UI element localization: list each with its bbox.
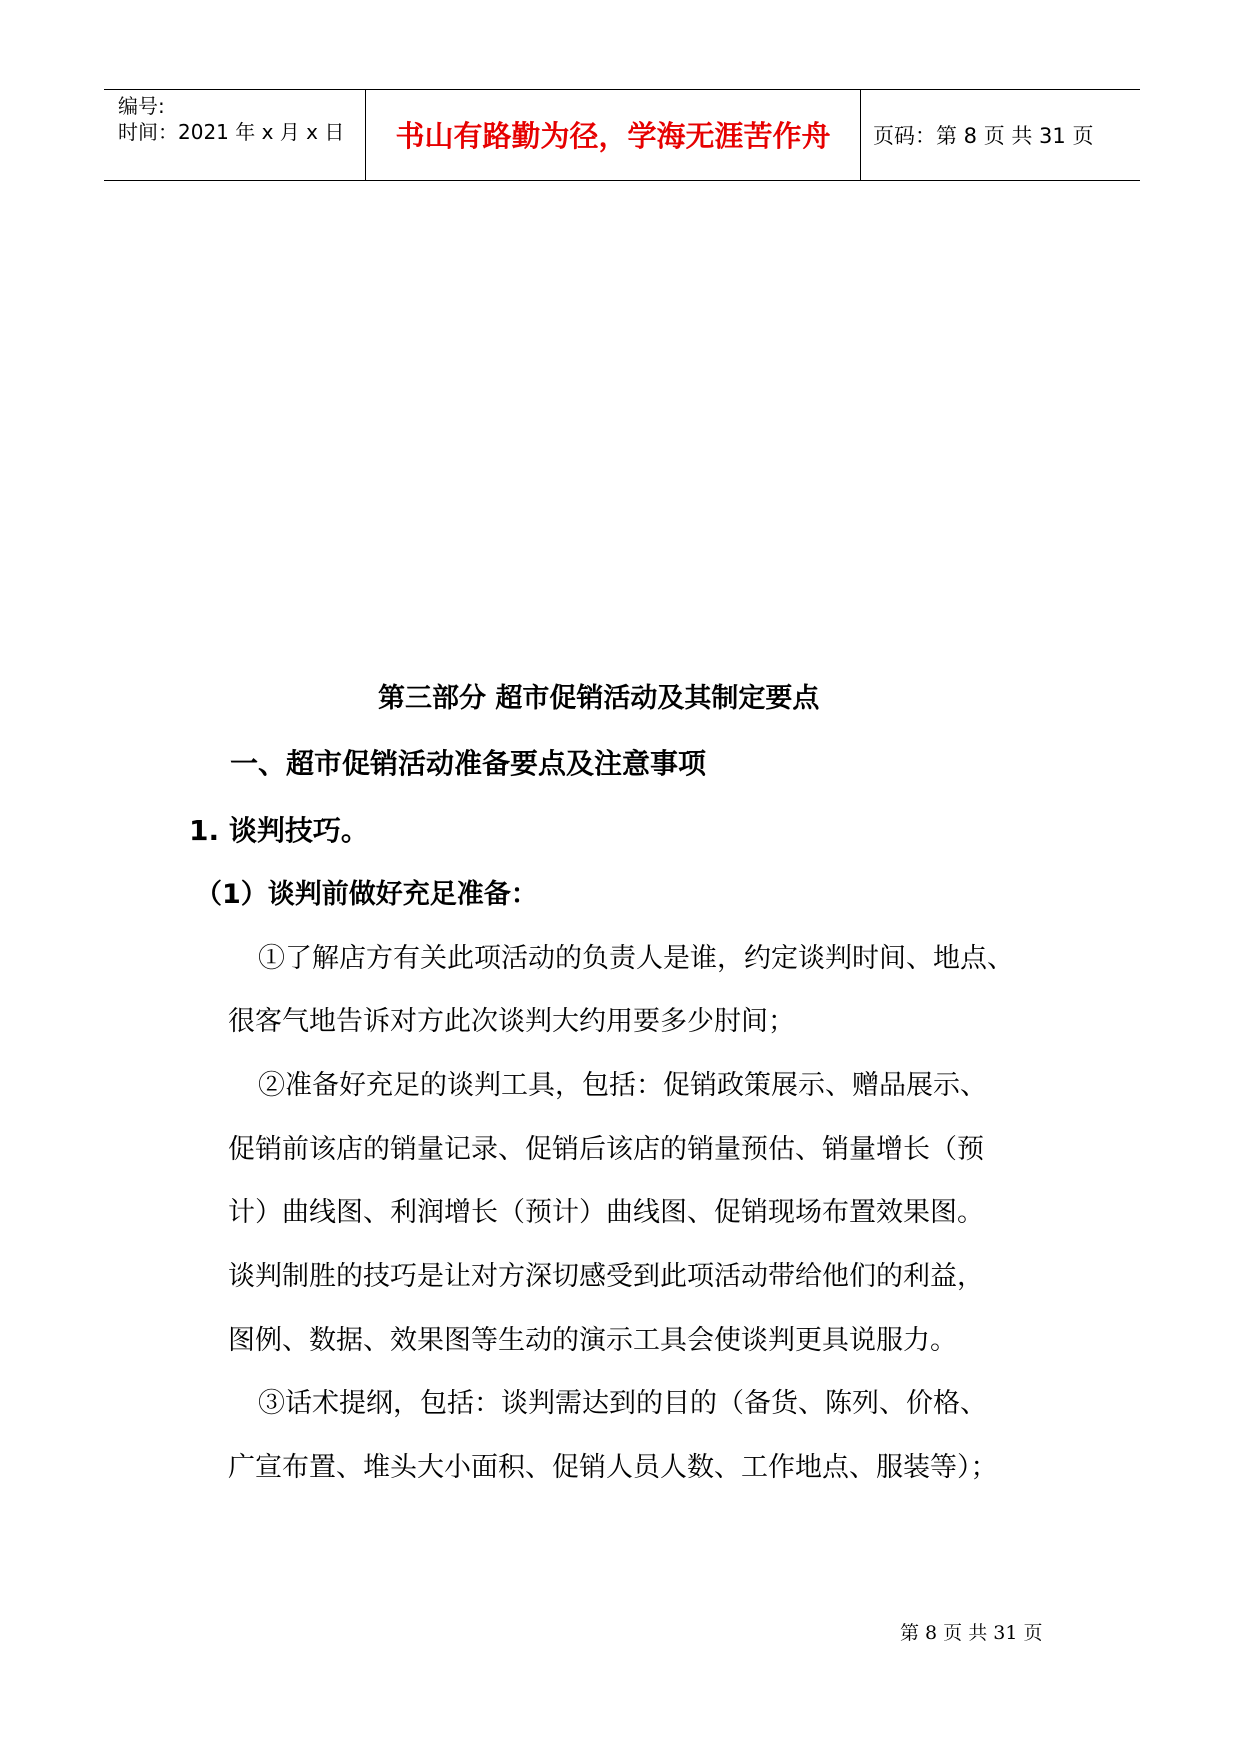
page-footer: 第 8 页 共 31 页 <box>900 1622 1043 1644</box>
paragraph-line: 广宣布置、堆头大小面积、促销人员人数、工作地点、服装等）； <box>228 1452 998 1483</box>
paragraph-line: 促销前该店的销量记录、促销后该店的销量预估、销量增长（预 <box>228 1134 984 1165</box>
paragraph-line: 谈判制胜的技巧是让对方深切感受到此项活动带给他们的利益， <box>228 1261 984 1292</box>
header-meta-cell <box>104 90 366 180</box>
header-motto: 书山有路勤为径，学海无涯苦作舟 <box>395 119 831 153</box>
document-header <box>104 89 1140 181</box>
header-page-cell <box>861 90 1140 180</box>
paragraph-line: ①了解店方有关此项活动的负责人是谁，约定谈判时间、地点、 <box>258 943 1014 974</box>
paragraph-line: ③话术提纲，包括：谈判需达到的目的（备货、陈列、价格、 <box>258 1388 987 1419</box>
sub-heading-preparation: （1）谈判前做好充足准备： <box>195 879 538 910</box>
paragraph-line: 很客气地告诉对方此次谈判大约用要多少肘间； <box>228 1006 795 1037</box>
document-number-label: 编号: <box>118 94 165 118</box>
document-title: 第三部分 超市促销活动及其制定要点 <box>378 683 820 714</box>
header-page-code: 页码：第 8 页 共 31 页 <box>873 124 1094 148</box>
paragraph-line: 计）曲线图、利润增长（预计）曲线图、促销现场布置效果图。 <box>228 1197 984 1228</box>
sub-heading-negotiation-skills: 1. 谈判技巧。 <box>189 814 369 847</box>
paragraph-line: 图例、数据、效果图等生动的演示工具会使谈判更具说服力。 <box>228 1325 957 1356</box>
paragraph-line: ②准备好充足的谈判工具，包括：促销政策展示、赠品展示、 <box>258 1070 987 1101</box>
document-time-label: 时间：2021 年 x 月 x 日 <box>118 120 345 144</box>
section-heading: 一、超市促销活动准备要点及注意事项 <box>230 747 707 780</box>
header-motto-cell <box>366 90 861 180</box>
